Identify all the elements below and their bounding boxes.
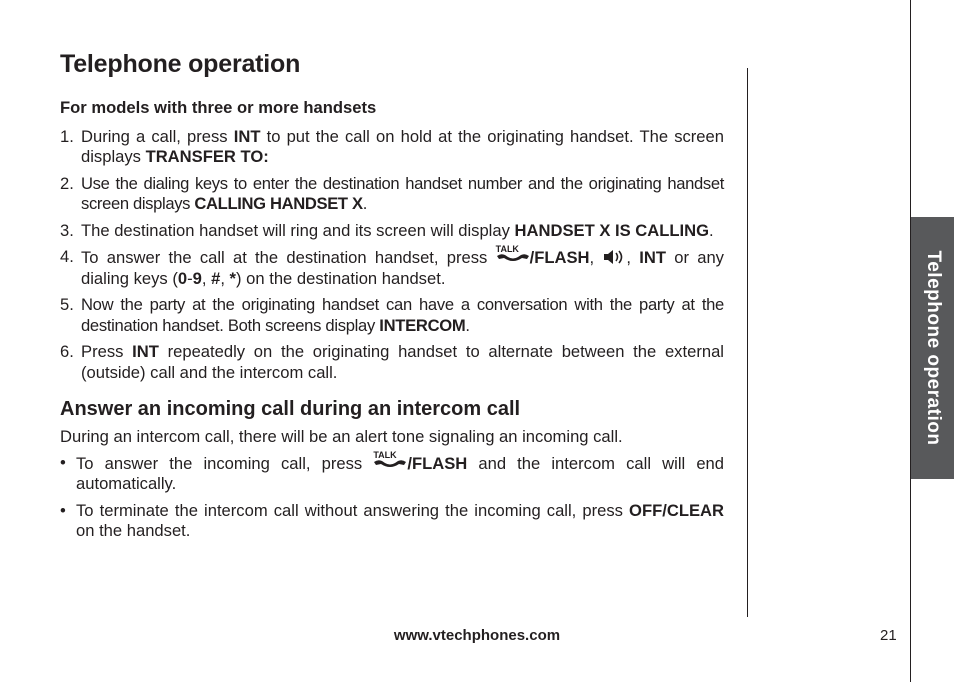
step-number: 1.: [60, 126, 74, 146]
page-number: 21: [880, 627, 897, 644]
step-text: Use the dialing keys to enter the destination handset number and the originating handset screen displays CALLING HANDSET X.: [81, 173, 724, 213]
side-tab: [911, 217, 954, 479]
bullet-item: [60, 501, 724, 542]
content-column: [60, 98, 724, 548]
section-heading-handsets: For models with three or more handsets: [60, 98, 377, 117]
section-intro: During an intercom call, there will be an alert tone signaling an incoming call.: [60, 427, 623, 446]
bullet-text: To answer the incoming call, press TALK /FLASH and the intercom call will end automatically.: [76, 449, 724, 493]
step-number: 4.: [60, 247, 74, 266]
step-text: To answer the call at the destination handset, press TALK /FLASH, , INT or any dialing keys (0-9, #, *) on the destination handset.: [81, 244, 724, 288]
step-number: 5.: [60, 295, 74, 314]
bullet-item: [60, 449, 724, 495]
column-divider: [747, 68, 748, 617]
step-item: [60, 127, 724, 168]
step-text: Now the party at the originating handset can have a conversation with the party at the destination handset. Both screens display INTERCOM.: [81, 295, 724, 335]
step-number: 6.: [60, 342, 74, 361]
side-tab-label: Telephone operation: [922, 250, 944, 446]
step-item: [60, 174, 724, 215]
step-text: The destination handset will ring and its screen will display HANDSET X IS CALLING.: [81, 220, 714, 240]
step-item: [60, 295, 724, 336]
step-text: During a call, press INT to put the call on hold at the originating handset. The screen displays TRANSFER TO:: [81, 126, 724, 166]
bullet-dot: •: [60, 452, 66, 472]
step-item: [60, 342, 724, 383]
talk-handset-icon: TALK: [496, 247, 530, 265]
step-text: Press INT repeatedly on the originating handset to alternate between the external (outside) call and the intercom call.: [81, 342, 724, 382]
step-item: [60, 221, 724, 242]
page-title: Telephone operation: [60, 50, 301, 78]
bullet-dot: •: [60, 500, 66, 520]
section-heading-intercom: Answer an incoming call during an intercom call: [60, 398, 521, 420]
step-number: 2.: [60, 173, 74, 193]
bullet-text: To terminate the intercom call without answering the incoming call, press OFF/CLEAR on the handset.: [76, 500, 724, 540]
step-item: [60, 244, 724, 289]
step-number: 3.: [60, 220, 74, 240]
speakerphone-icon: [602, 249, 626, 265]
footer-url: www.vtechphones.com: [393, 627, 561, 644]
talk-handset-icon: TALK: [373, 453, 407, 471]
